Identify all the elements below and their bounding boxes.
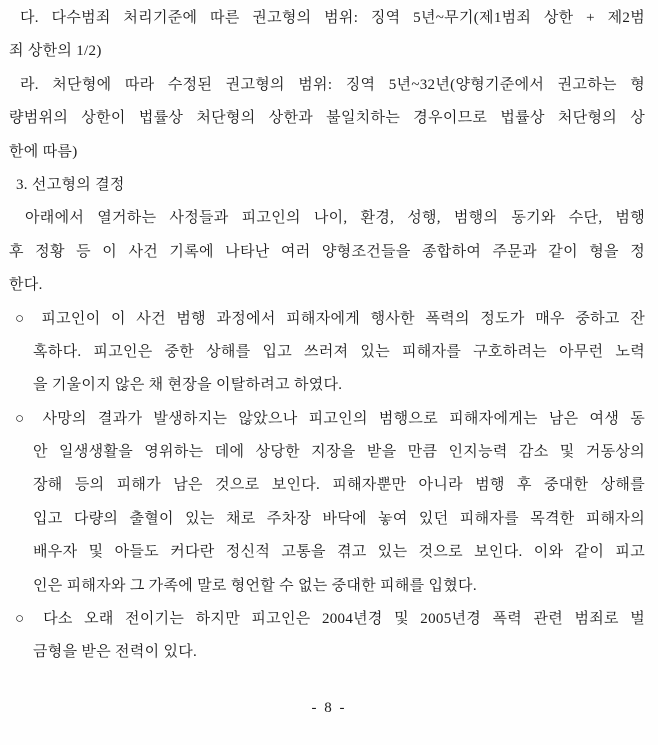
text-line-ka-item: 다. 다수범죄 처리기준에 따른 권고형의 범위: 징역 5년~무기(제1범죄 상한 + 제2범 — [20, 10, 645, 26]
section-heading: 3. 선고형의 결정 — [16, 176, 125, 193]
document-body — [9, 2, 645, 670]
text-line-la-continuation: 량범위의 상한이 법률상 처단형의 상한과 불일치하는 경우이므로 법률상 처단형의 상 — [9, 110, 645, 127]
text-line-paragraph: 아래에서 열거하는 사정들과 피고인의 나이, 환경, 성행, 범행의 동기와 수단, 범행 — [25, 210, 645, 227]
text-line-ka-continuation: 죄 상한의 1/2) — [9, 43, 102, 60]
bullet-line-continuation: 금형을 받은 전력이 있다. — [33, 644, 198, 661]
text-line-paragraph: 후 정황 등 이 사건 기록에 나타난 여러 양형조건들을 종합하여 주문과 같이 형을 정 — [9, 243, 645, 260]
bullet-line-continuation: 배우자 및 아들도 커다란 정신적 고통을 겪고 있는 것으로 보인다. 이와 같이 피고 — [33, 544, 645, 561]
page-number: - 8 - — [311, 700, 347, 716]
text-line-la-item: 라. 처단형에 따라 수정된 권고형의 범위: 징역 5년~32년(양형기준에서 권고하는 형 — [20, 76, 645, 93]
bullet-line-start: ○ 사망의 결과가 발생하지는 않았으나 피고인의 범행으로 피해자에게는 남은 여생 동 — [15, 410, 645, 427]
text-line-paragraph: 한다. — [9, 277, 43, 294]
bullet-line-start: ○ 피고인이 이 사건 범행 과정에서 피해자에게 행사한 폭력의 정도가 매우 중하고 잔 — [15, 310, 645, 327]
bullet-line-continuation: 을 기울이지 않은 채 현장을 이탈하려고 하였다. — [33, 377, 343, 394]
bullet-line-continuation: 안 일생생활을 영위하는 데에 상당한 지장을 받을 만큼 인지능력 감소 및 거동상의 — [33, 444, 645, 461]
bullet-line-continuation: 인은 피해자와 그 가족에 말로 형언할 수 없는 중대한 피해를 입혔다. — [33, 577, 477, 594]
bullet-line-continuation: 입고 다량의 출혈이 있는 채로 주차장 바닥에 놓여 있던 피해자를 목격한 피해자의 — [33, 510, 645, 527]
text-line-la-continuation: 한에 따름) — [9, 143, 78, 160]
bullet-line-continuation: 장해 등의 피해가 남은 것으로 보인다. 피해자뿐만 아니라 범행 후 중대한 상해를 — [33, 477, 645, 494]
bullet-line-start: ○ 다소 오래 전이기는 하지만 피고인은 2004년경 및 2005년경 폭력 관련 범죄로 벌 — [15, 611, 645, 628]
bullet-line-continuation: 혹하다. 피고인은 중한 상해를 입고 쓰러져 있는 피해자를 구호하려는 아무런 노력 — [33, 343, 645, 360]
